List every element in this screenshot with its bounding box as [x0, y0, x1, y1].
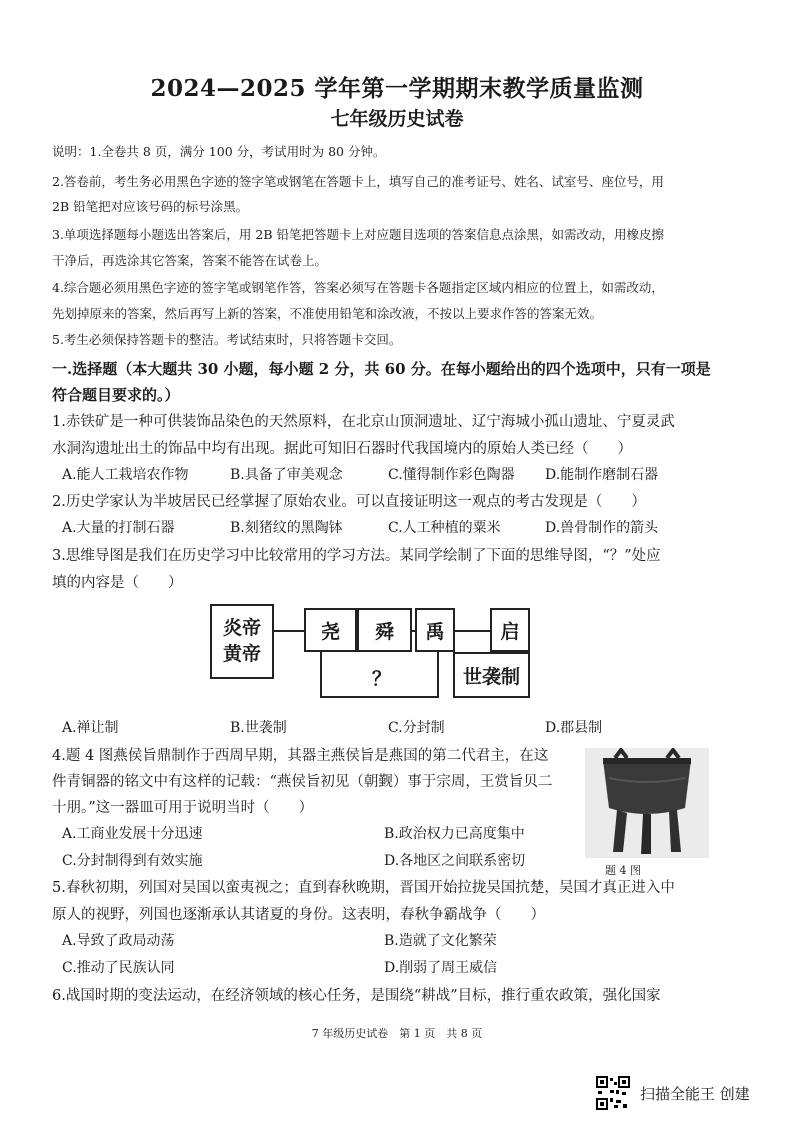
question-1-option-a: A.能人工栽培农作物: [62, 467, 189, 483]
question-4-option-c: C.分封制得到有效实施: [62, 853, 203, 869]
question-4-text: 十朋。”这一器皿可用于说明当时（ ）: [52, 800, 314, 816]
instruction-line: 2.答卷前，考生务必用黑色字迹的签字笔或钢笔在答题卡上，填写自己的准考证号、姓名、试室号、座位号，用: [52, 174, 664, 189]
diagram-box-yu: 禹: [415, 608, 455, 652]
question-2-text: 2.历史学家认为半坡居民已经掌握了原始农业。可以直接证明这一观点的考古发现是（ ）: [52, 494, 646, 510]
scanner-watermark: 扫描全能王 创建: [640, 1085, 750, 1103]
question-5-option-a: A.导致了政局动荡: [62, 933, 175, 949]
diagram-box-hereditary: 世袭制: [453, 652, 530, 698]
diagram-label-yandi: 炎帝: [222, 616, 261, 639]
question-3-option-d: D.郡县制: [545, 720, 603, 736]
question-4-option-d: D.各地区之间联系密切: [384, 853, 526, 869]
question-4-text: 4.题 4 图燕侯旨鼎制作于西周早期，其器主燕侯旨是燕国的第二代君主，在这: [52, 748, 549, 764]
question-3-text: 3.思维导图是我们在历史学习中比较常用的学习方法。某同学绘制了下面的思维导图，“？”处应: [52, 548, 661, 564]
question-3-text: 填的内容是（ ）: [52, 575, 183, 591]
exam-title: 2024—2025 学年第一学期期末教学质量监测: [150, 75, 644, 102]
bronze-ding-icon: [585, 748, 709, 858]
instruction-line: 干净后，再选涂其它答案，答案不能答在试卷上。: [52, 253, 328, 268]
diagram-box-qi: 启: [490, 608, 530, 652]
exam-subtitle: 七年级历史试卷: [330, 108, 464, 130]
diagram-box-shun: 舜: [357, 608, 412, 652]
diagram-question-mark: ？: [372, 668, 392, 690]
question-1-option-c: C.懂得制作彩色陶器: [388, 467, 515, 483]
diagram-connector: [320, 650, 322, 697]
instruction-line: 4.综合题必须用黑色字迹的签字笔或钢笔作答，答案必须写在答题卡各题指定区域内相应的位置上，如需改动，: [52, 280, 664, 295]
question-1-text: 水洞沟遗址出土的饰品中均有出现。据此可知旧石器时代我国境内的原始人类已经（ ）: [52, 441, 632, 457]
figure-caption: 题 4 图: [605, 864, 641, 877]
question-4-text: 件青铜器的铭文中有这样的记载：“燕侯旨初见（朝觐）事于宗周，王赏旨贝二: [52, 774, 553, 790]
question-5-text: 原人的视野，列国也逐渐承认其诸夏的身份。这表明，春秋争霸战争（ ）: [52, 907, 545, 923]
question-5-text: 5.春秋初期，列国对吴国以蛮夷视之；直到春秋晚期，晋国开始拉拢吴国抗楚，吴国才真正进入中: [52, 880, 675, 896]
question-1-option-d: D.能制作磨制石器: [545, 467, 659, 483]
qr-code-icon: [596, 1076, 630, 1110]
question-5-option-b: B.造就了文化繁荣: [384, 933, 497, 949]
question-2-option-d: D.兽骨制作的箭头: [545, 520, 659, 536]
question-4-option-a: A.工商业发展十分迅速: [62, 826, 203, 842]
question-4-option-b: B.政治权力已高度集中: [384, 826, 525, 842]
diagram-box-yao: 尧: [304, 608, 357, 652]
section-heading: 一.选择题（本大题共 30 小题，每小题 2 分，共 60 分。在每小题给出的四个选项中，只有一项是: [52, 360, 711, 378]
diagram-box-yan-huang: [210, 604, 274, 679]
question-1-text: 1.赤铁矿是一种可供装饰品染色的天然原料，在北京山顶洞遗址、辽宁海城小孤山遗址、宁夏灵武: [52, 414, 675, 430]
page-footer: 7 年级历史试卷 第 1 页 共 8 页: [311, 1027, 483, 1040]
question-5-option-c: C.推动了民族认同: [62, 960, 175, 976]
diagram-label-huangdi: 黄帝: [222, 642, 261, 665]
instruction-line: 先划掉原来的答案，然后再写上新的答案，不准使用铅笔和涂改液，不按以上要求作答的答案无效。: [52, 306, 603, 321]
instruction-line: 3.单项选择题每小题选出答案后，用 2B 铅笔把答题卡上对应题目选项的答案信息点涂黑，如需改动，用橡皮擦: [52, 227, 665, 242]
question-6-text: 6.战国时期的变法运动，在经济领域的核心任务，是围绕“耕战”目标，推行重农政策，强化国家: [52, 988, 661, 1004]
bronze-ding-image: [585, 748, 709, 858]
question-5-option-d: D.削弱了周王威信: [384, 960, 498, 976]
question-2-option-c: C.人工种植的粟米: [388, 520, 501, 536]
diagram-connector: [320, 696, 439, 698]
instruction-line: 2B 铅笔把对应该号码的标号涂黑。: [52, 199, 249, 214]
section-heading: 符合题目要求的。）: [52, 386, 180, 404]
question-3-option-c: C.分封制: [388, 720, 445, 736]
instruction-line: 5.考生必须保持答题卡的整洁。考试结束时，只将答题卡交回。: [52, 332, 402, 347]
question-1-option-b: B.具备了审美观念: [230, 467, 343, 483]
question-2-option-a: A.大量的打制石器: [62, 520, 175, 536]
question-2-option-b: B.刻猪纹的黑陶钵: [230, 520, 343, 536]
instruction-line: 说明：1.全卷共 8 页，满分 100 分，考试用时为 80 分钟。: [52, 144, 386, 159]
diagram-connector: [437, 650, 439, 697]
question-3-option-b: B.世袭制: [230, 720, 287, 736]
question-3-option-a: A.禅让制: [62, 720, 119, 736]
